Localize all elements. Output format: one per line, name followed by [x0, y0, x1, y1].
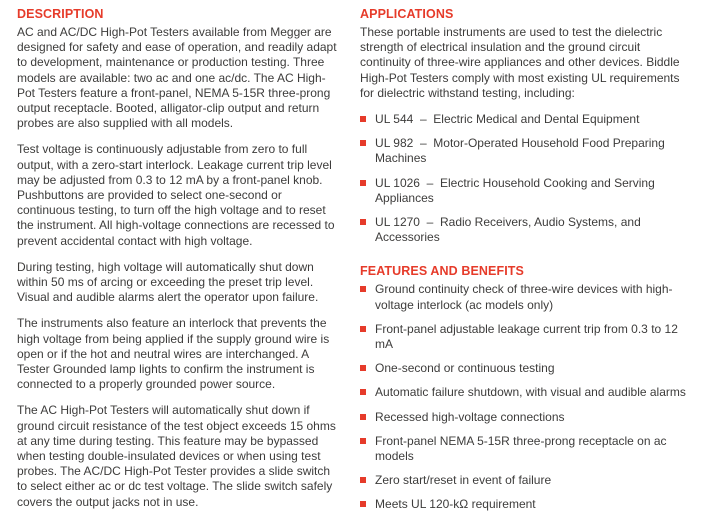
description-section [17, 7, 341, 517]
list-item-label: Front-panel adjustable leakage current trip from 0.3 to 12 mA [375, 321, 682, 352]
list-item-label: UL 982 – Motor-Operated Household Food Preparing Machines [375, 136, 669, 166]
applications-list [360, 112, 687, 245]
bullet-square-icon [360, 140, 366, 146]
features-heading: FEATURES AND BENEFITS [360, 264, 524, 279]
list-item-label: UL 1270 – Radio Receivers, Audio Systems, and Accessories [375, 215, 644, 245]
description-paragraph: During testing, high voltage will automatically shut down within 50 ms of arcing or exceeding the preset trip level. Visual and audible alarms alert the operator upon failure. [17, 259, 319, 305]
bullet-square-icon [360, 219, 366, 225]
description-paragraph: AC and AC/DC High-Pot Testers available from Megger are designed for safety and ease of operation, and readily adapt to development, maintenance or production testing. Three models are available: two ac and one ac/dc. The AC High-Pot Testers feature a front-panel, NEMA 5-15R three-prong output receptacle. Booted, alligator-clip output and return probes are also supplied with all models. [17, 25, 337, 131]
features-list [360, 282, 687, 512]
bullet-square-icon [360, 180, 366, 186]
description-paragraph: The instruments also feature an interlock that prevents the high voltage from being applied if the supply ground wire is open or if the hot and neutral wires are interchanged. A Tester Grounded lamp lights to confirm the instrument is connected to a properly grounded power source. [17, 316, 330, 392]
description-heading: DESCRIPTION [17, 7, 104, 21]
list-item [360, 176, 687, 206]
list-item [360, 361, 687, 376]
bullet-square-icon [360, 286, 366, 292]
applications-heading: APPLICATIONS [360, 7, 454, 21]
bullet-square-icon [360, 116, 366, 122]
list-item-label: UL 544 – Electric Medical and Dental Equipment [375, 112, 640, 127]
bullet-square-icon [360, 477, 366, 483]
list-item [360, 322, 687, 352]
bullet-square-icon [360, 389, 366, 395]
list-item-label: One-second or continuous testing [375, 361, 555, 376]
list-item [360, 385, 687, 400]
list-item-label: Automatic failure shutdown, with visual and audible alarms [375, 385, 686, 400]
list-item-label: Meets UL 120-kΩ requirement [375, 497, 536, 512]
right-column [360, 7, 687, 517]
list-item-label: Recessed high-voltage connections [375, 409, 565, 424]
list-item [360, 473, 687, 488]
description-paragraph: The AC High-Pot Testers will automatically shut down if ground circuit resistance of the test object exceeds 15 ohms at any time during testing. This feature may be bypassed when testing double-insulated devices or when using test probes. The AC/DC High-Pot Tester provides a slide switch to select either ac or dc test voltage. The slide switch safely covers the output jacks not in use. [17, 403, 336, 509]
bullet-square-icon [360, 326, 366, 332]
list-item-label: Front-panel NEMA 5-15R three-prong receptacle on ac models [375, 433, 670, 464]
bullet-square-icon [360, 501, 366, 507]
bullet-square-icon [360, 438, 366, 444]
list-item [360, 112, 687, 127]
list-item [360, 215, 687, 245]
bullet-square-icon [360, 414, 366, 420]
list-item-label: Zero start/reset in event of failure [375, 473, 552, 488]
list-item-label: UL 1026 – Electric Household Cooking and Serving Appliances [375, 175, 658, 205]
list-item [360, 434, 687, 464]
bullet-square-icon [360, 365, 366, 371]
applications-intro: These portable instruments are used to test the dielectric strength of electrical insulation and the ground circuit continuity of three-wire appliances and other devices. Biddle High-Pot Testers comply with most existing UL requirements for dielectric withstand testing, including: [360, 25, 680, 100]
list-item [360, 136, 687, 166]
description-paragraph: Test voltage is continuously adjustable from zero to full output, with a zero-start interlock. Leakage current trip level may be adjusted from 0.3 to 12 mA by a front-panel knob. Pushbuttons are provided to select one-second or continuous testing, to turn off the high voltage and to reset the instrument. All high-voltage connections are recessed to prevent accidental contact with high voltage. [17, 142, 335, 248]
list-item [360, 497, 687, 512]
applications-section [360, 7, 687, 245]
list-item-label: Ground continuity check of three-wire devices with high-voltage interlock (ac models only) [375, 282, 673, 312]
list-item [360, 410, 687, 425]
list-item [360, 282, 687, 312]
features-section [360, 264, 687, 512]
